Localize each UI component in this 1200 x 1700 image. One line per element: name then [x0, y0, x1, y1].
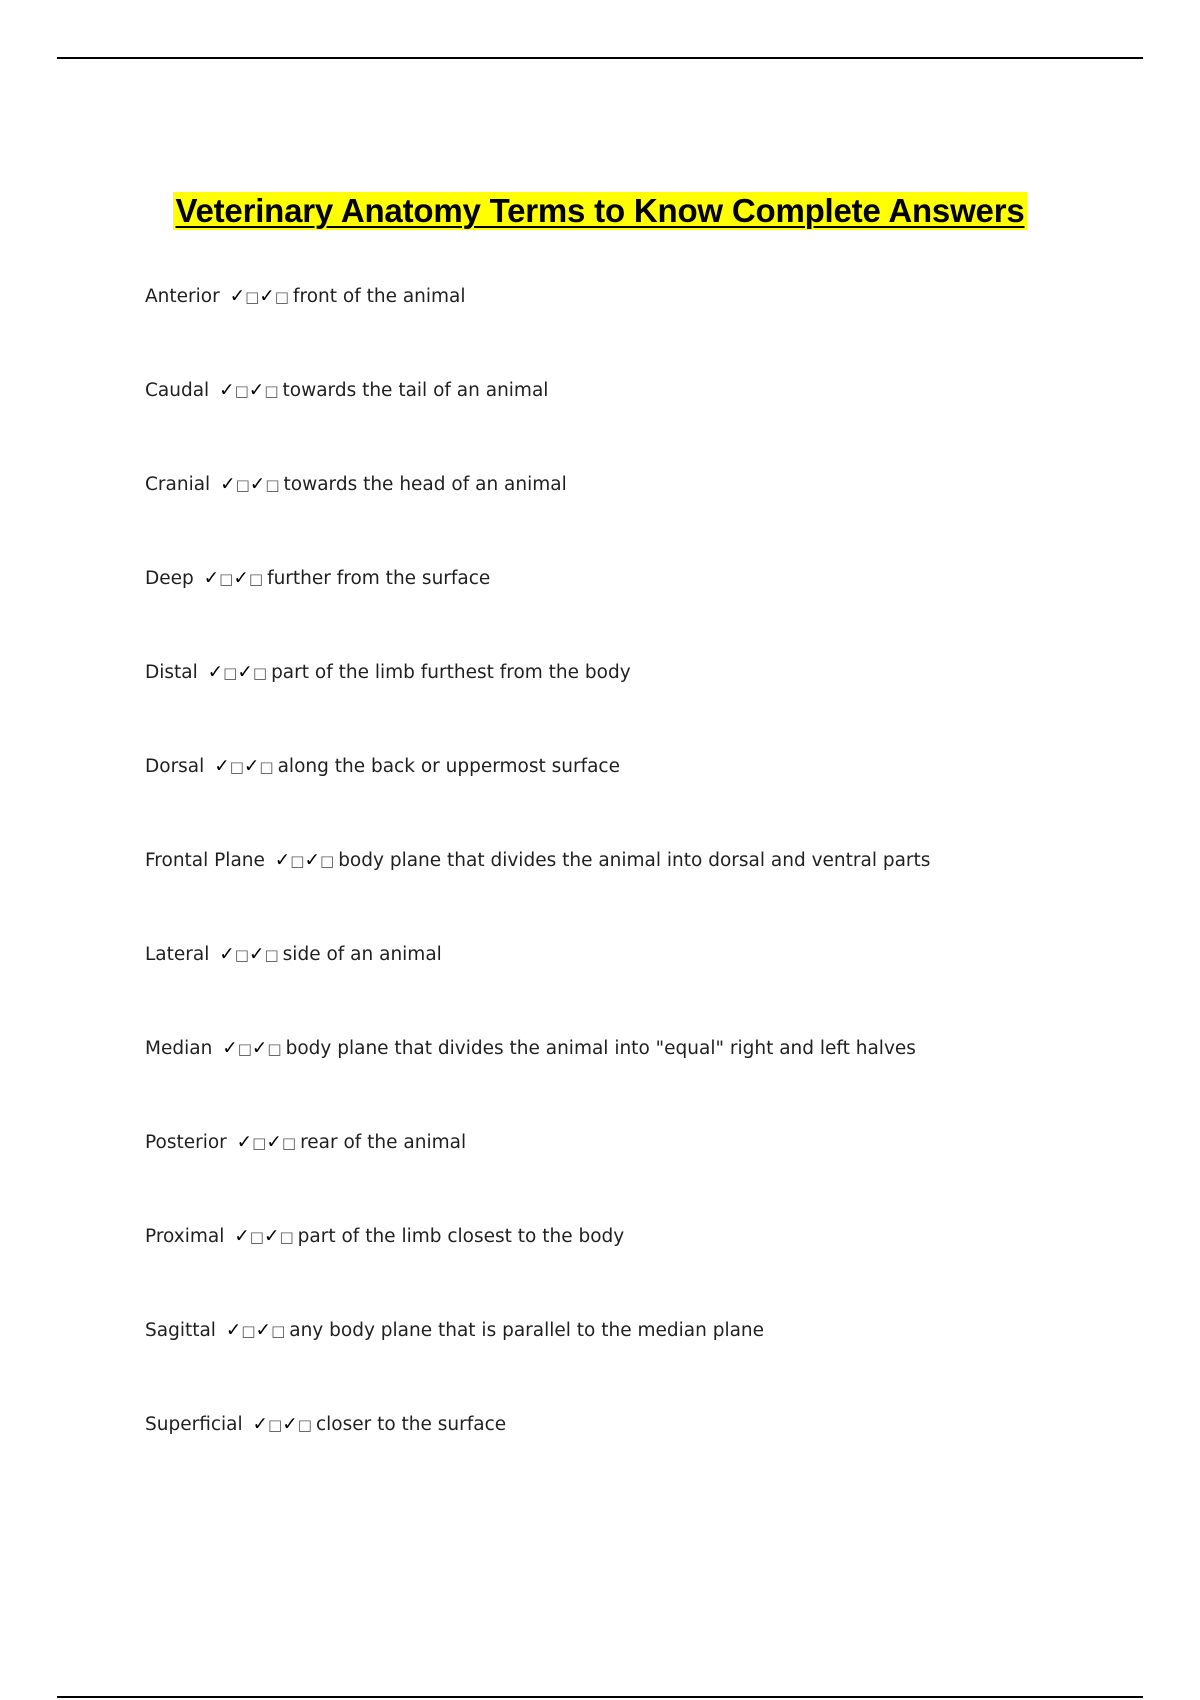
- term-name: Cranial: [145, 474, 211, 495]
- answer-separator: [275, 850, 334, 871]
- term-entry: [145, 845, 1145, 939]
- term-definition: side of an animal: [282, 944, 442, 965]
- term-name: Median: [145, 1038, 213, 1059]
- checkmark-icon: ✓: [249, 474, 266, 495]
- term-definition: along the back or uppermost surface: [277, 756, 620, 777]
- term-definition: body plane that divides the animal into dorsal and ventral parts: [338, 850, 931, 871]
- checkmark-icon: ✓: [252, 1414, 269, 1435]
- box-glyph-icon: □: [265, 476, 280, 494]
- box-glyph-icon: □: [264, 382, 279, 400]
- answer-separator: [214, 756, 273, 777]
- box-glyph-icon: □: [219, 570, 234, 588]
- box-glyph-icon: □: [241, 1322, 256, 1340]
- checkmark-icon: ✓: [229, 286, 246, 307]
- term-entry: [145, 657, 1145, 751]
- term-definition: towards the tail of an animal: [282, 380, 549, 401]
- box-glyph-icon: □: [267, 1040, 282, 1058]
- box-glyph-icon: □: [223, 664, 238, 682]
- box-glyph-icon: □: [248, 570, 264, 588]
- checkmark-icon: ✓: [203, 568, 220, 589]
- checkmark-icon: ✓: [266, 1132, 282, 1153]
- term-entry: [145, 1409, 1145, 1503]
- box-glyph-icon: □: [234, 946, 249, 964]
- checkmark-icon: ✓: [243, 756, 260, 777]
- top-rule: [57, 57, 1143, 59]
- term-entry: [145, 563, 1145, 657]
- term-definition: closer to the surface: [315, 1414, 507, 1435]
- answer-separator: [237, 1132, 296, 1153]
- answer-separator: [222, 1038, 281, 1059]
- term-entry: [145, 751, 1145, 845]
- box-glyph-icon: □: [252, 664, 268, 682]
- term-name: Distal: [145, 662, 198, 683]
- term-entry: [145, 281, 1145, 375]
- box-glyph-icon: □: [271, 1322, 286, 1340]
- box-glyph-icon: □: [281, 1134, 297, 1152]
- checkmark-icon: ✓: [219, 380, 235, 401]
- term-definition: rear of the animal: [300, 1132, 467, 1153]
- answer-separator: [204, 568, 263, 589]
- term-entry: [145, 375, 1145, 469]
- box-glyph-icon: □: [279, 1228, 294, 1246]
- box-glyph-icon: □: [290, 852, 305, 870]
- checkmark-icon: ✓: [236, 1132, 253, 1153]
- term-definition: part of the limb closest to the body: [297, 1226, 625, 1247]
- term-definition: part of the limb furthest from the body: [271, 662, 631, 683]
- box-glyph-icon: □: [264, 946, 279, 964]
- term-entry: [145, 939, 1145, 1033]
- box-glyph-icon: □: [259, 758, 274, 776]
- bottom-rule: [57, 1696, 1143, 1698]
- checkmark-icon: ✓: [233, 568, 249, 589]
- checkmark-icon: ✓: [304, 850, 320, 871]
- box-glyph-icon: □: [297, 1416, 312, 1434]
- box-glyph-icon: □: [235, 476, 250, 494]
- answer-separator: [230, 286, 289, 307]
- term-name: Caudal: [145, 380, 210, 401]
- term-entry: [145, 469, 1145, 563]
- term-name: Superficial: [145, 1414, 243, 1435]
- answer-separator: [208, 662, 267, 683]
- checkmark-icon: ✓: [282, 1414, 298, 1435]
- box-glyph-icon: □: [245, 288, 260, 306]
- checkmark-icon: ✓: [207, 662, 224, 683]
- term-entry: [145, 1221, 1145, 1315]
- terms-list: [145, 281, 1145, 1503]
- answer-separator: [219, 944, 278, 965]
- checkmark-icon: ✓: [222, 1038, 238, 1059]
- answer-separator: [226, 1320, 285, 1341]
- answer-separator: [234, 1226, 293, 1247]
- term-name: Proximal: [145, 1226, 225, 1247]
- term-name: Lateral: [145, 944, 210, 965]
- checkmark-icon: ✓: [251, 1038, 268, 1059]
- term-name: Anterior: [145, 286, 220, 307]
- term-entry: [145, 1315, 1145, 1409]
- box-glyph-icon: □: [234, 382, 249, 400]
- term-definition: further from the surface: [267, 568, 491, 589]
- checkmark-icon: ✓: [219, 944, 235, 965]
- checkmark-icon: ✓: [248, 380, 265, 401]
- box-glyph-icon: □: [274, 288, 289, 306]
- box-glyph-icon: □: [252, 1134, 267, 1152]
- checkmark-icon: ✓: [214, 756, 230, 777]
- answer-separator: [220, 474, 279, 495]
- term-definition: body plane that divides the animal into "equal" right and left halves: [285, 1038, 916, 1059]
- page-title: Veterinary Anatomy Terms to Know Complete Answers: [175, 192, 1025, 229]
- checkmark-icon: ✓: [234, 1226, 250, 1247]
- term-definition: front of the animal: [292, 286, 466, 307]
- checkmark-icon: ✓: [225, 1320, 242, 1341]
- term-name: Deep: [145, 568, 194, 589]
- box-glyph-icon: □: [249, 1228, 264, 1246]
- term-name: Sagittal: [145, 1320, 216, 1341]
- answer-separator: [253, 1414, 312, 1435]
- term-name: Posterior: [145, 1132, 227, 1153]
- answer-separator: [219, 380, 278, 401]
- checkmark-icon: ✓: [274, 850, 291, 871]
- box-glyph-icon: □: [320, 852, 335, 870]
- checkmark-icon: ✓: [259, 286, 275, 307]
- checkmark-icon: ✓: [248, 944, 265, 965]
- checkmark-icon: ✓: [255, 1320, 272, 1341]
- term-name: Dorsal: [145, 756, 205, 777]
- box-glyph-icon: □: [237, 1040, 252, 1058]
- term-name: Frontal Plane: [145, 850, 265, 871]
- term-entry: [145, 1033, 1145, 1127]
- box-glyph-icon: □: [268, 1416, 283, 1434]
- term-definition: towards the head of an animal: [283, 474, 567, 495]
- checkmark-icon: ✓: [263, 1226, 280, 1247]
- term-definition: any body plane that is parallel to the median plane: [289, 1320, 765, 1341]
- term-entry: [145, 1127, 1145, 1221]
- title-container: [0, 192, 1200, 230]
- checkmark-icon: ✓: [237, 662, 253, 683]
- checkmark-icon: ✓: [220, 474, 236, 495]
- box-glyph-icon: □: [229, 758, 244, 776]
